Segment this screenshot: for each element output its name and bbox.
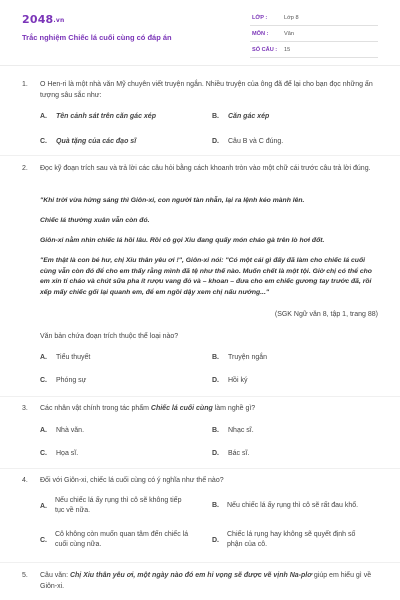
question-number: 1. xyxy=(22,81,28,88)
passage-line: Giôn-xi nằm nhìn chiếc lá hồi lâu. Rồi cô gọi Xiu đang quấy món cháo gà trên lò hơi đốt. xyxy=(40,237,325,244)
passage-line: "Khi trời vừa hửng sáng thì Giôn-xi, con người tàn nhẫn, lại ra lệnh kéo mành lên. xyxy=(40,197,305,204)
divider xyxy=(0,155,400,156)
passage-line: "Em thật là con bé hư, chị Xiu thân yêu ơi !", Giôn-xi nói: "Có một cái gì đấy đã làm cho chiếc lá cuối cùng vẫn còn đó để cho em thấy rằng mình đã tệ như thế nào. Muốn chết là một tội. Giờ chị có thể cho em xin tí cháo và chút sữa pha ít rượu vang đỏ và – khoan – đưa cho em chiếc gương tay trước đã, rồi xếp mấy chiếc gối lại quanh em, để em ngồi dậy xem chị nấu nướng..." xyxy=(40,257,372,296)
logo-number: 2048 xyxy=(22,13,54,26)
question-text: Đối với Giôn-xi, chiếc lá cuối cùng có ý nghĩa như thế nào? xyxy=(40,477,224,484)
divider xyxy=(0,468,400,469)
option-text: Tên cảnh sát trên căn gác xép xyxy=(56,113,156,120)
option-b[interactable] xyxy=(212,113,269,120)
option-text: Nếu chiếc lá ấy rụng thì cô sẽ rất đau khổ. xyxy=(227,502,359,509)
option-label: D. xyxy=(212,450,219,457)
question-subtext: Văn bản chứa đoạn trích thuộc thể loại nào? xyxy=(40,333,179,340)
option-c[interactable] xyxy=(40,138,136,145)
question-number: 5. xyxy=(22,572,28,579)
option-a[interactable] xyxy=(40,427,84,434)
option-label: B. xyxy=(212,354,219,361)
meta-value: Lớp 8 xyxy=(284,15,299,21)
option-label: B. xyxy=(212,427,219,434)
option-d[interactable] xyxy=(212,450,249,457)
meta-row-class xyxy=(250,10,378,26)
option-text: Họa sĩ. xyxy=(56,450,79,457)
passage-source: (SGK Ngữ văn 8, tập 1, trang 88) xyxy=(274,311,378,318)
meta-label: MÔN : xyxy=(252,31,269,37)
page-header xyxy=(0,0,400,66)
meta-value: 15 xyxy=(284,47,291,53)
option-label: B. xyxy=(212,502,219,509)
option-d[interactable] xyxy=(212,377,247,384)
divider xyxy=(0,396,400,397)
page-title: Trắc nghiệm Chiếc lá cuối cùng có đáp án xyxy=(22,33,172,42)
question-number: 4. xyxy=(22,477,28,484)
meta-row-subject xyxy=(250,26,378,42)
option-c[interactable] xyxy=(40,450,78,457)
option-text: Chiếc lá rụng hay không sẽ quyết định số phận của cô. xyxy=(227,531,356,548)
question-text: O Hen-ri là một nhà văn Mỹ chuyên viết truyện ngắn. Nhiều truyện của ông đã để lại cho bạn đọc những ấn tượng sâu sắc như: xyxy=(40,81,373,99)
option-text: Nhà văn. xyxy=(56,427,85,434)
option-text: Câu B và C đúng. xyxy=(228,138,284,145)
question-number: 2. xyxy=(22,165,28,172)
meta-value: Văn xyxy=(284,31,294,37)
meta-label: LỚP : xyxy=(252,15,268,21)
site-logo[interactable] xyxy=(22,13,64,26)
option-label: C. xyxy=(40,377,47,384)
option-text: Căn gác xép xyxy=(228,113,270,120)
meta-table xyxy=(250,10,378,58)
option-text: Truyện ngắn xyxy=(228,354,268,361)
option-b[interactable] xyxy=(212,354,267,361)
question-text: Đọc kỹ đoạn trích sau và trả lời các câu hỏi bằng cách khoanh tròn vào một chữ cái trước câu trả lời đúng. xyxy=(40,165,371,172)
option-text: Bác sĩ. xyxy=(228,450,250,457)
option-label: C. xyxy=(40,537,47,544)
option-text: Nhạc sĩ. xyxy=(228,427,254,434)
option-label: D. xyxy=(212,537,219,544)
option-label: A. xyxy=(40,113,47,120)
option-label: B. xyxy=(212,113,219,120)
question-text-emphasis: Chị Xiu thân yêu ơi, một ngày nào đó em hi vọng sẽ được vẽ vịnh Na-plơ xyxy=(69,572,312,579)
question-text-part: giúp em hiểu gì về Giôn-xi. xyxy=(40,572,372,590)
option-label: A. xyxy=(40,427,47,434)
question-text-part: Các nhân vật chính trong tác phẩm xyxy=(40,405,151,412)
option-label: A. xyxy=(40,503,47,510)
option-label: C. xyxy=(40,450,47,457)
option-text: Quà tặng của các đạo sĩ xyxy=(56,138,137,145)
option-text: Nếu chiếc lá ấy rụng thì cô sẽ không tiếp tục về nữa. xyxy=(55,497,182,514)
option-label: D. xyxy=(212,377,219,384)
option-d[interactable] xyxy=(212,138,283,145)
logo-suffix: .vn xyxy=(53,17,65,24)
question-text-part: làm nghề gì? xyxy=(212,405,256,412)
option-text: Cô không còn muốn quan tâm đến chiếc lá cuối cùng nữa. xyxy=(55,531,189,548)
question-text xyxy=(40,571,380,592)
option-a[interactable] xyxy=(40,113,156,120)
option-text: Phóng sự xyxy=(56,377,87,384)
question-text-part: Câu văn: xyxy=(40,572,70,579)
option-text: Tiểu thuyết xyxy=(56,354,91,361)
question-text-emphasis: Chiếc lá cuối cùng xyxy=(150,405,213,412)
option-c[interactable] xyxy=(40,377,86,384)
option-label: A. xyxy=(40,354,47,361)
meta-label: SỐ CÂU : xyxy=(252,47,278,53)
option-text: Hồi ký xyxy=(228,377,248,384)
passage-line: Chiếc lá thường xuân vẫn còn đó. xyxy=(40,217,150,224)
option-b[interactable] xyxy=(212,427,254,434)
divider xyxy=(0,562,400,563)
option-a[interactable] xyxy=(40,354,90,361)
option-label: D. xyxy=(212,138,219,145)
meta-row-count xyxy=(250,42,378,58)
question-number: 3. xyxy=(22,405,28,412)
option-label: C. xyxy=(40,138,47,145)
question-text xyxy=(40,404,380,415)
